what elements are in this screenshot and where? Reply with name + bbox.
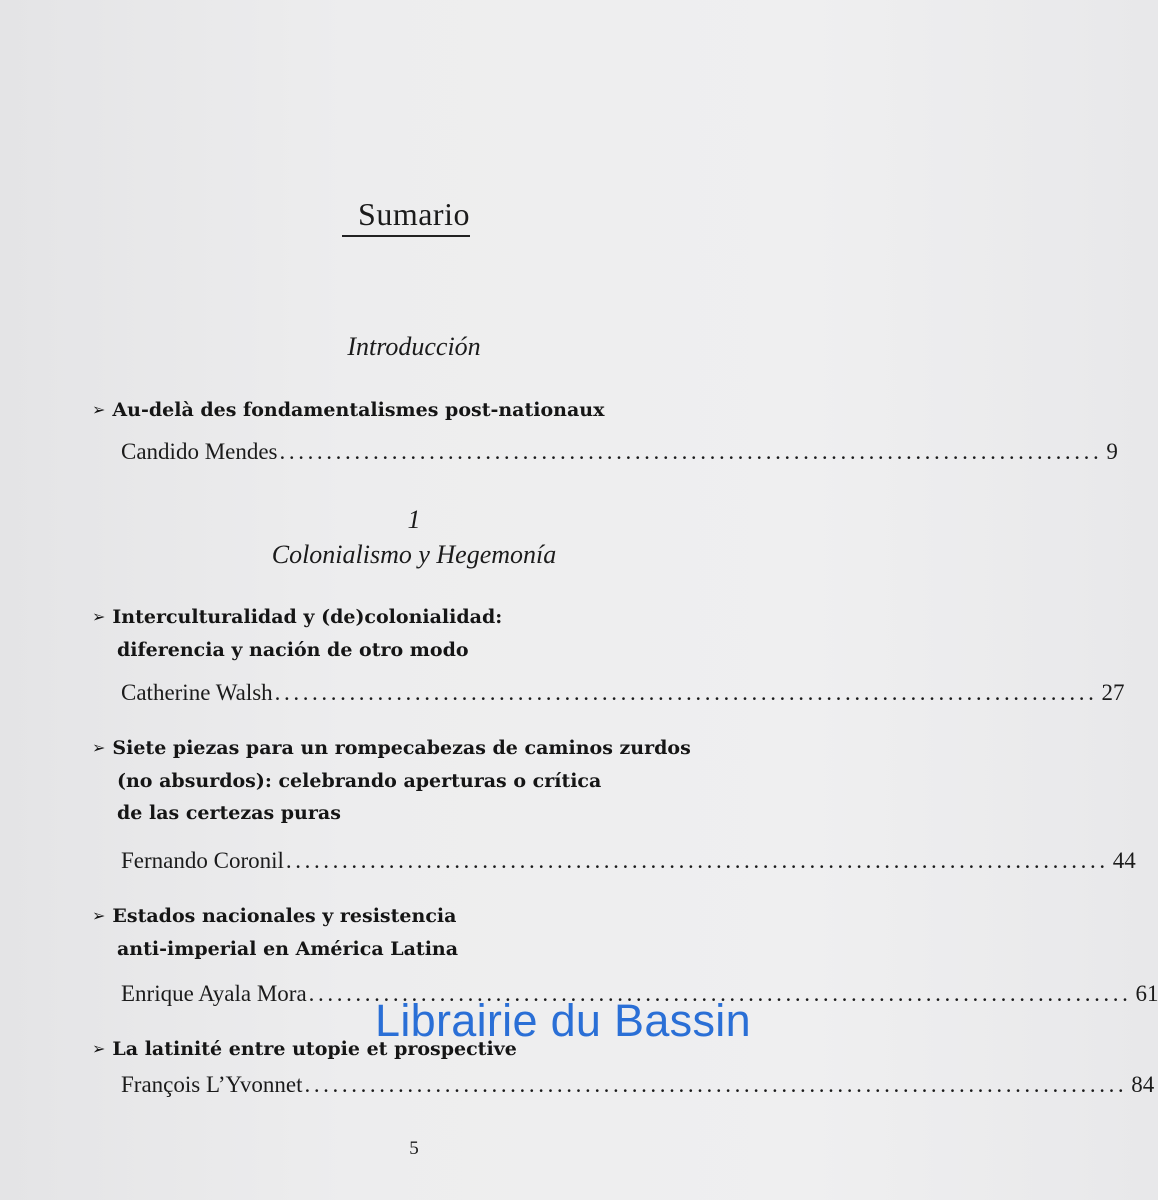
entry-page-number: 61 [1135,981,1158,1006]
entry-author: Candido Mendes [121,439,278,464]
entry-page-number: 44 [1112,848,1136,873]
toc-author-line [121,1069,1155,1101]
entry-title-line: (no absurdos): celebrando aperturas o crítica [117,770,602,792]
entry-title-line: diferencia y nación de otro modo [117,639,469,661]
toc-author-line [121,436,1118,468]
leader-dots: ........................................................................................ [285,848,1109,873]
title-underline [342,235,470,237]
entry-title-line: Estados nacionales y resistencia [112,905,457,927]
leader-dots: ........................................................................................ [274,680,1098,705]
leader-dots: ........................................................................................ [279,439,1103,464]
entry-author: Fernando Coronil [121,848,284,873]
intro-heading: Introducción [347,332,481,361]
arrow-bullet-icon: ➢ [92,738,106,757]
page-number-footer: 5 [409,1138,419,1159]
entry-title-line: Au-delà des fondamentalismes post-nationaux [112,399,605,421]
entry-title-line: La latinité entre utopie et prospective [112,1038,517,1060]
arrow-bullet-icon: ➢ [92,400,106,419]
leader-dots: ........................................................................................ [304,1072,1128,1097]
entry-title [92,601,502,666]
entry-author: François L’Yvonnet [121,1072,303,1097]
entry-title [92,732,691,829]
entry-author: Enrique Ayala Mora [121,981,307,1006]
entry-author: Catherine Walsh [121,680,273,705]
toc-author-line [121,845,1136,877]
arrow-bullet-icon: ➢ [92,1039,106,1058]
section-number: 1 [407,505,421,534]
entry-page-number: 27 [1101,680,1125,705]
entry-title-line: Siete piezas para un rompecabezas de caminos zurdos [112,737,691,759]
leader-dots: ........................................................................................ [308,981,1132,1006]
section-heading: Colonialismo y Hegemonía [271,540,557,569]
bookseller-watermark: Librairie du Bassin [375,995,751,1046]
arrow-bullet-icon: ➢ [92,906,106,925]
entry-title-line: anti-imperial en América Latina [117,938,459,960]
page-title: Sumario [358,196,470,232]
entry-title-line: Interculturalidad y (de)colonialidad: [112,606,503,628]
toc-author-line [121,677,1125,709]
entry-title [92,900,458,965]
entry-title-line: de las certezas puras [117,802,341,824]
arrow-bullet-icon: ➢ [92,607,106,626]
entry-title [92,394,604,427]
entry-page-number: 9 [1106,439,1118,464]
entry-page-number: 84 [1131,1072,1155,1097]
